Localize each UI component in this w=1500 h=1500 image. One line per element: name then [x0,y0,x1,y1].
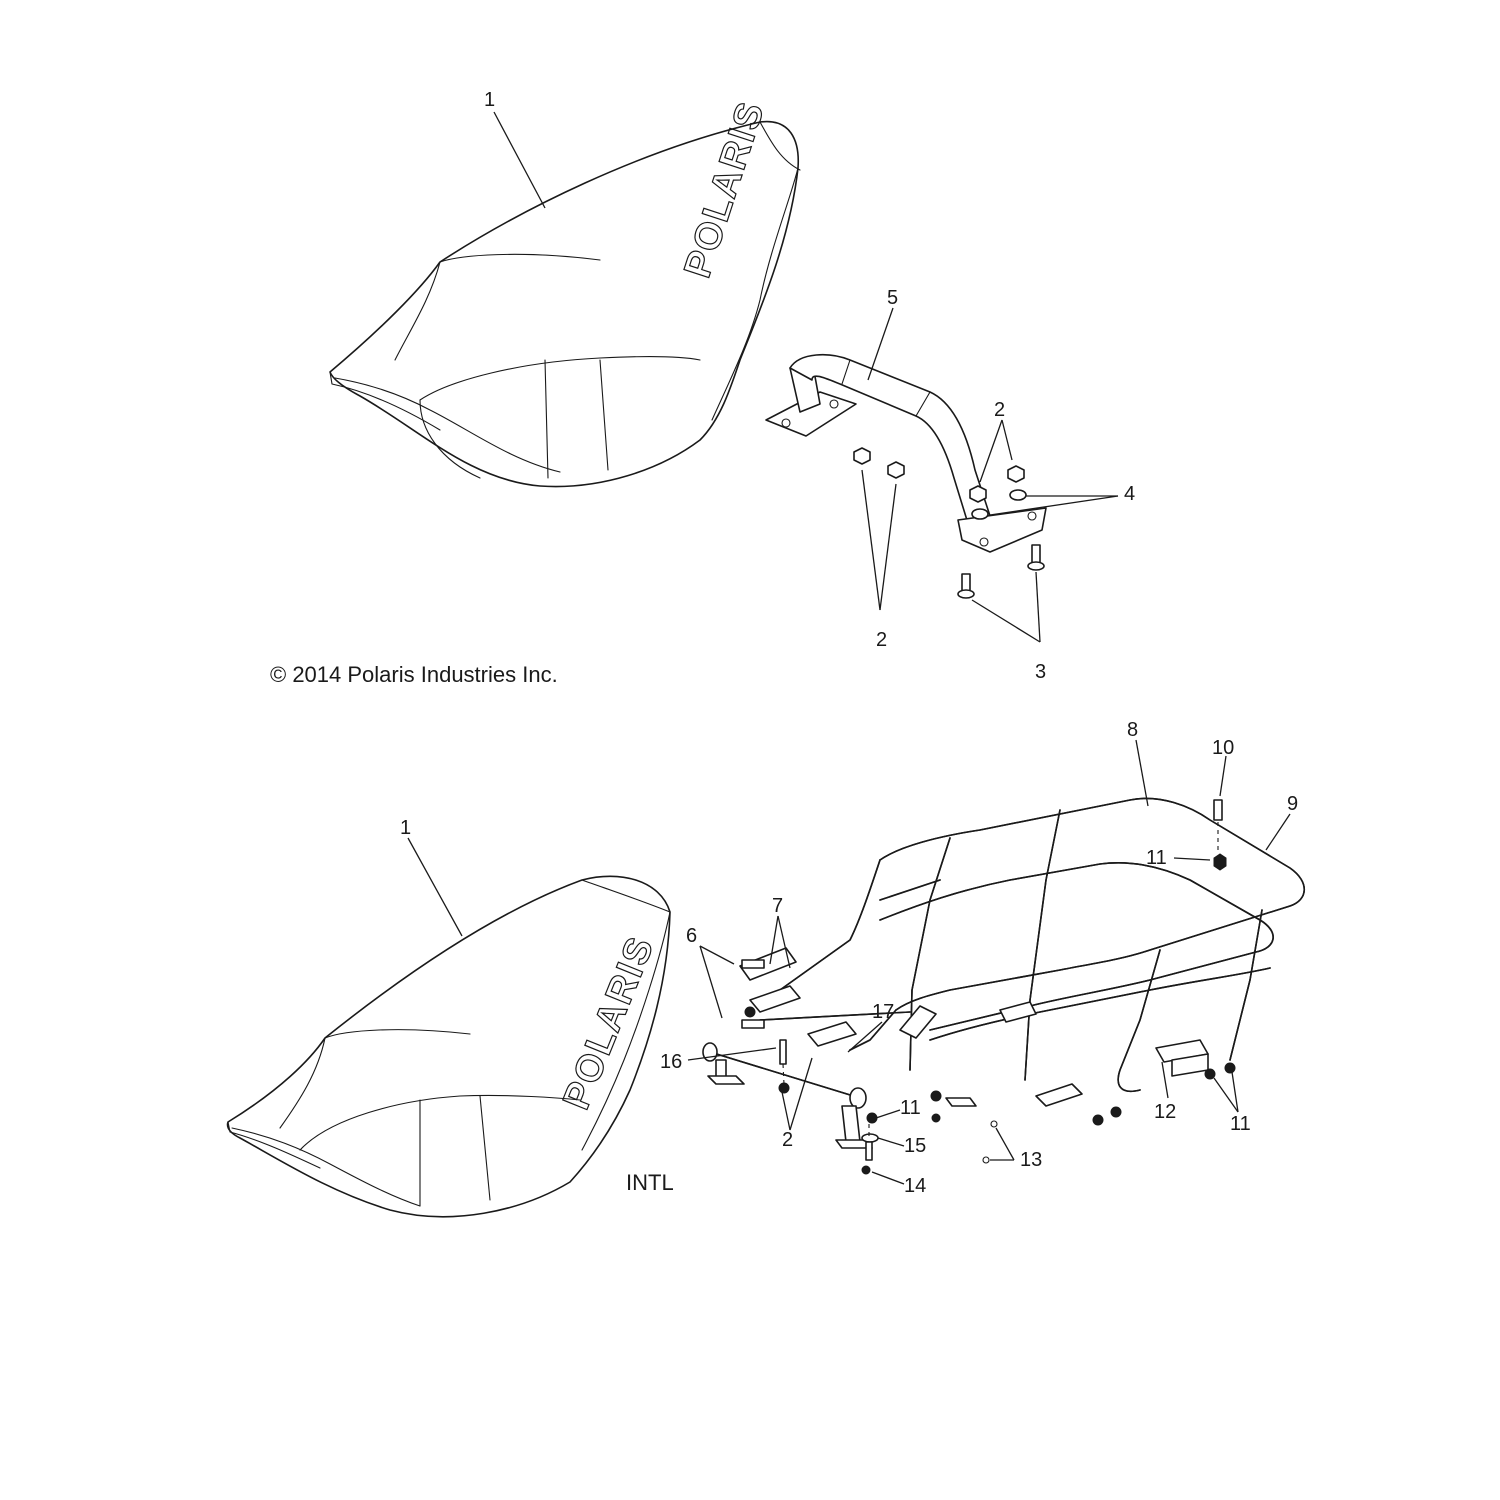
callout-16: 16 [660,1051,683,1073]
callout-11-mid: 11 [900,1097,921,1119]
seat-brand-top: POLARIS [676,95,774,283]
callout-6: 6 [686,925,698,947]
callout-10: 10 [1212,737,1235,759]
callout-11-right: 11 [1230,1113,1251,1135]
callout-8: 8 [1127,719,1139,741]
callout-13: 13 [1020,1149,1043,1171]
callout-7: 7 [772,895,784,917]
callout-11-top: 11 [1146,847,1167,869]
callout-9: 9 [1287,793,1299,815]
callout-2-bottom: 2 [782,1129,794,1151]
callout-15: 15 [904,1135,927,1157]
callout-4: 4 [1124,483,1136,505]
callout-1-bottom: 1 [400,817,412,839]
grab-handle [766,355,1046,552]
rack-frame [703,798,1304,1148]
callout-17: 17 [872,1001,895,1023]
callout-3: 3 [1035,661,1047,683]
callout-2-upper: 2 [994,399,1006,421]
callout-1-top: 1 [484,89,496,111]
callout-14: 14 [904,1175,927,1197]
variant-label: INTL [626,1170,674,1195]
copyright-notice: © 2014 Polaris Industries Inc. [270,662,558,687]
callout-2-lower: 2 [876,629,888,651]
seat-brand-bottom: POLARIS [555,930,663,1116]
callout-5: 5 [887,287,899,309]
callout-12: 12 [1154,1101,1177,1123]
